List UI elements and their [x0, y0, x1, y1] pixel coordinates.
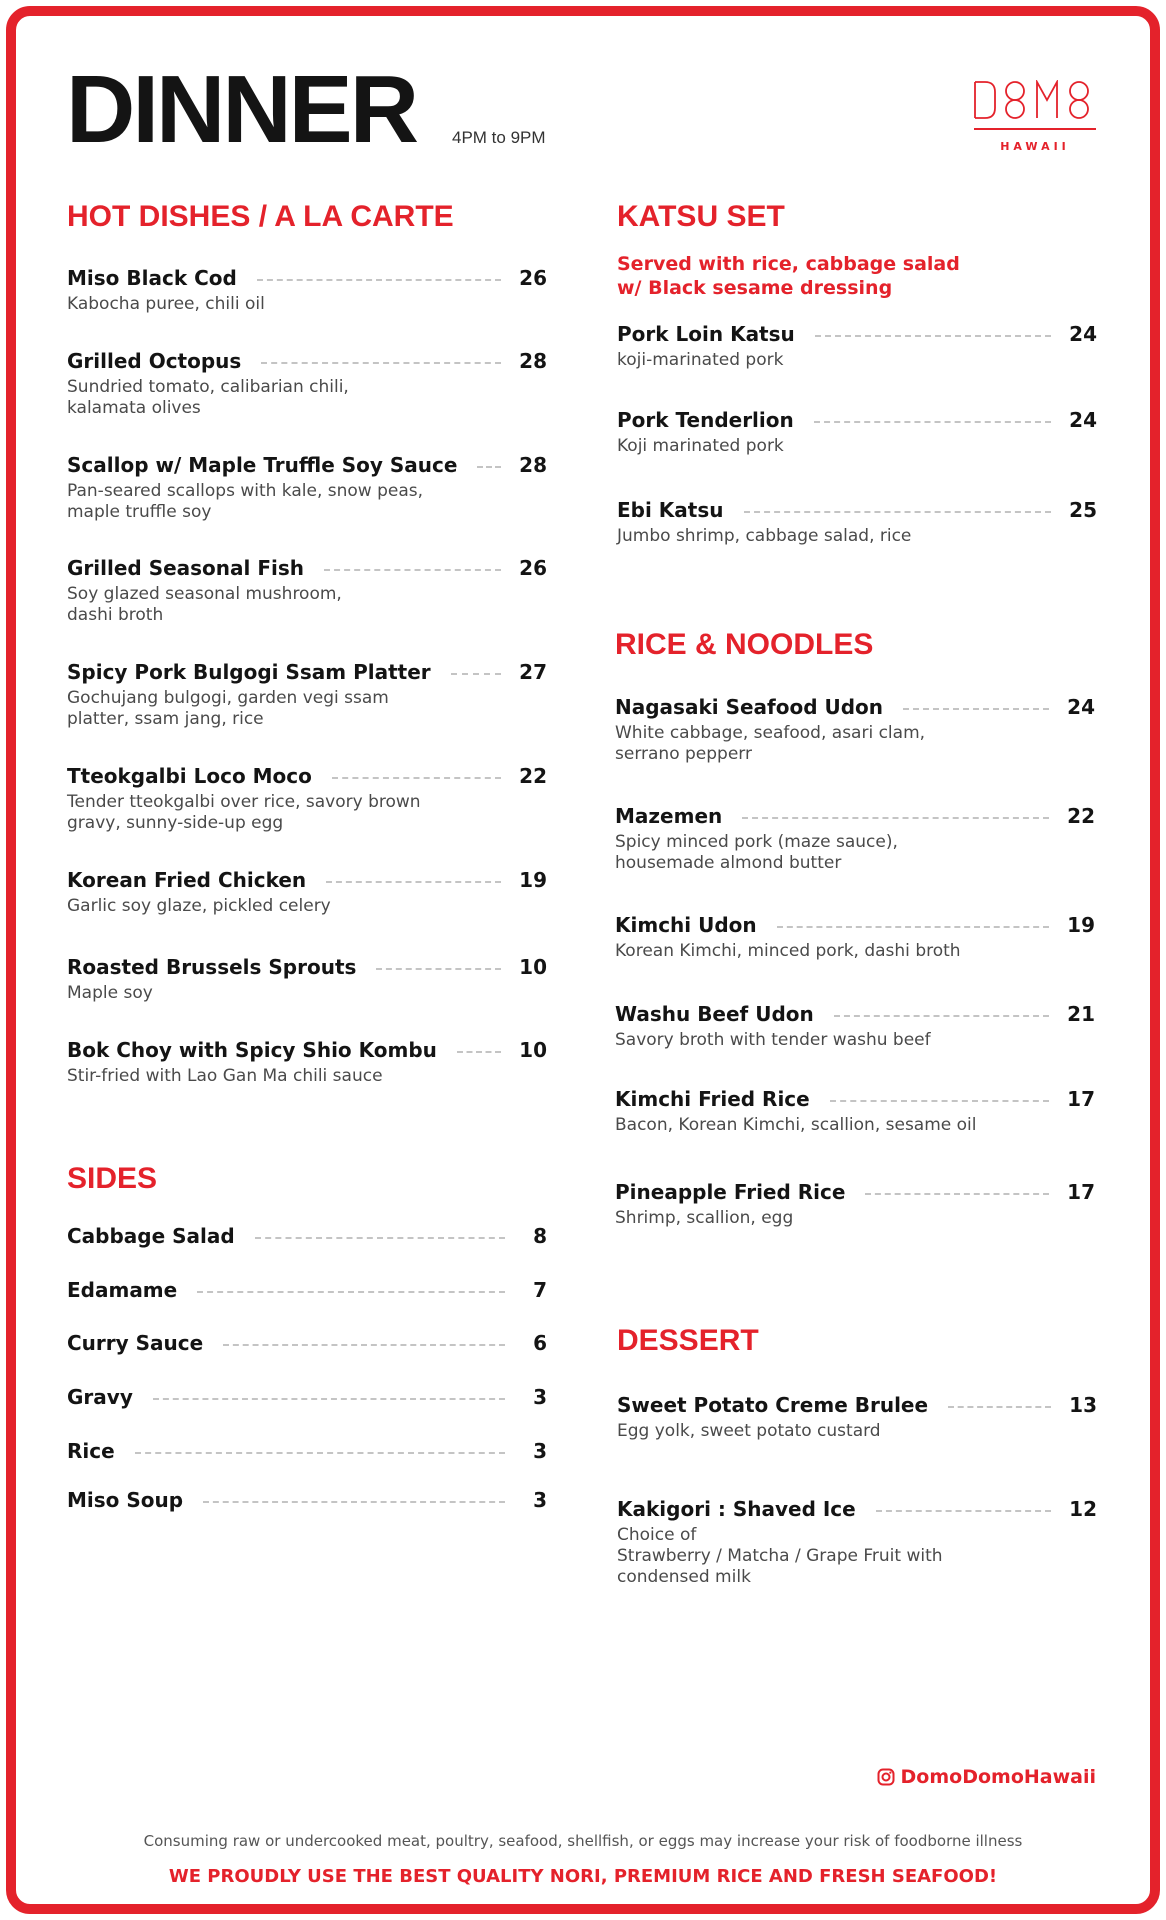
item-price: 25 — [1069, 498, 1097, 522]
section-title-rice-noodles: RICE & NOODLES — [615, 628, 874, 661]
item-price: 24 — [1067, 695, 1095, 719]
item-name: Rice — [67, 1439, 115, 1463]
item-price: 17 — [1067, 1180, 1095, 1204]
dot-leader — [742, 817, 1049, 819]
item-price: 6 — [533, 1331, 547, 1355]
item-name: Kakigori : Shaved Ice — [617, 1497, 856, 1521]
logo-mark — [971, 80, 1099, 120]
item-description: Jumbo shrimp, cabbage salad, rice — [617, 526, 912, 546]
item-description: Shrimp, scallion, egg — [615, 1208, 794, 1228]
menu-item — [67, 660, 547, 730]
item-description: Savory broth with tender washu beef — [615, 1030, 931, 1050]
side-item — [67, 1385, 547, 1409]
item-name: Sweet Potato Creme Brulee — [617, 1393, 929, 1417]
instagram-handle[interactable] — [877, 1766, 1096, 1788]
item-name: Grilled Seasonal Fish — [67, 556, 305, 580]
dot-leader — [324, 569, 501, 571]
item-price: 17 — [1067, 1087, 1095, 1111]
section-title-sides: SIDES — [67, 1162, 158, 1195]
item-description: koji-marinated pork — [617, 350, 784, 370]
item-price: 12 — [1069, 1497, 1097, 1521]
item-price: 3 — [533, 1488, 547, 1512]
item-price: 27 — [519, 660, 547, 684]
item-price: 13 — [1069, 1393, 1097, 1417]
menu-item — [67, 868, 547, 917]
page-title: DINNER — [66, 56, 417, 163]
item-price: 28 — [519, 349, 547, 373]
dot-leader — [903, 708, 1049, 710]
item-name: Curry Sauce — [67, 1331, 204, 1355]
menu-item — [615, 804, 1095, 874]
tagline: WE PROUDLY USE THE BEST QUALITY NORI, PREMIUM RICE AND FRESH SEAFOOD! — [168, 1866, 998, 1887]
menu-item — [615, 1002, 1095, 1051]
item-price: 24 — [1069, 408, 1097, 432]
dot-leader — [326, 881, 501, 883]
section-title-dessert: DESSERT — [617, 1324, 759, 1357]
menu-item — [67, 349, 547, 419]
side-item — [67, 1488, 547, 1512]
item-price: 10 — [519, 1038, 547, 1062]
item-price: 26 — [519, 556, 547, 580]
logo-subtitle: HAWAII — [1000, 140, 1070, 153]
item-description: Spicy minced pork (maze sauce), housemade almond butter — [615, 832, 898, 873]
dot-leader — [865, 1193, 1049, 1195]
item-price: 3 — [533, 1439, 547, 1463]
section-title-hot-dishes: HOT DISHES / A LA CARTE — [67, 200, 454, 233]
dot-leader — [197, 1291, 505, 1293]
item-name: Cabbage Salad — [67, 1224, 235, 1248]
dot-leader — [257, 279, 501, 281]
dot-leader — [834, 1015, 1049, 1017]
item-price: 21 — [1067, 1002, 1095, 1026]
menu-item — [617, 1393, 1097, 1442]
item-description: Gochujang bulgogi, garden vegi ssam platter, ssam jang, rice — [67, 688, 389, 729]
dot-leader — [376, 968, 501, 970]
menu-item — [67, 1038, 547, 1087]
menu-item — [67, 764, 547, 834]
item-description: Koji marinated pork — [617, 436, 784, 456]
dot-leader — [332, 777, 501, 779]
menu-item — [615, 1087, 1095, 1136]
item-description: White cabbage, seafood, asari clam, serrano pepperr — [615, 723, 926, 764]
item-description: Sundried tomato, calibarian chili, kalamata olives — [67, 377, 349, 418]
item-name: Bok Choy with Spicy Shio Kombu — [67, 1038, 437, 1062]
menu-item — [617, 1497, 1097, 1588]
dot-leader — [777, 926, 1050, 928]
item-description: Bacon, Korean Kimchi, scallion, sesame oil — [615, 1115, 977, 1135]
dot-leader — [223, 1344, 505, 1346]
item-price: 19 — [519, 868, 547, 892]
item-price: 26 — [519, 266, 547, 290]
dot-leader — [744, 511, 1052, 513]
item-name: Roasted Brussels Sprouts — [67, 955, 357, 979]
item-price: 19 — [1067, 913, 1095, 937]
item-name: Pork Loin Katsu — [617, 322, 795, 346]
item-name: Scallop w/ Maple Truffle Soy Sauce — [67, 453, 458, 477]
item-name: Kimchi Udon — [615, 913, 757, 937]
item-description: Garlic soy glaze, pickled celery — [67, 896, 331, 916]
menu-item — [67, 955, 547, 1004]
item-price: 8 — [533, 1224, 547, 1248]
item-price: 28 — [519, 453, 547, 477]
dot-leader — [135, 1452, 505, 1454]
dot-leader — [815, 335, 1051, 337]
dot-leader — [457, 1051, 501, 1053]
item-name: Pork Tenderlion — [617, 408, 794, 432]
item-description: Soy glazed seasonal mushroom, dashi broth — [67, 584, 342, 625]
dot-leader — [814, 421, 1051, 423]
item-name: Gravy — [67, 1385, 133, 1409]
menu-item — [617, 408, 1097, 457]
item-name: Grilled Octopus — [67, 349, 242, 373]
service-hours: 4PM to 9PM — [452, 128, 546, 147]
dot-leader — [203, 1501, 505, 1503]
item-name: Spicy Pork Bulgogi Ssam Platter — [67, 660, 431, 684]
side-item — [67, 1278, 547, 1302]
item-name: Nagasaki Seafood Udon — [615, 695, 884, 719]
item-name: Tteokgalbi Loco Moco — [67, 764, 312, 788]
item-name: Mazemen — [615, 804, 723, 828]
item-description: Tender tteokgalbi over rice, savory brown gravy, sunny-side-up egg — [67, 792, 421, 833]
dot-leader — [830, 1100, 1049, 1102]
katsu-note: Served with rice, cabbage salad w/ Black sesame dressing — [617, 253, 960, 299]
dot-leader — [876, 1510, 1051, 1512]
menu-item — [617, 498, 1097, 547]
food-safety-disclaimer: Consuming raw or undercooked meat, poultry, seafood, shellfish, or eggs may increase your risk of foodborne illness — [143, 1832, 1023, 1850]
item-description: Maple soy — [67, 983, 153, 1003]
item-description: Stir-fried with Lao Gan Ma chili sauce — [67, 1066, 383, 1086]
dot-leader — [261, 362, 501, 364]
menu-item — [617, 322, 1097, 371]
item-name: Kimchi Fried Rice — [615, 1087, 810, 1111]
dot-leader — [255, 1237, 505, 1239]
menu-item — [615, 1180, 1095, 1229]
restaurant-logo — [970, 80, 1100, 153]
item-name: Pineapple Fried Rice — [615, 1180, 846, 1204]
dot-leader — [948, 1406, 1051, 1408]
item-description: Choice of Strawberry / Matcha / Grape Fruit with condensed milk — [617, 1525, 943, 1587]
dot-leader — [451, 673, 502, 675]
logo-rule — [974, 128, 1096, 130]
item-name: Korean Fried Chicken — [67, 868, 307, 892]
menu-item — [615, 695, 1095, 765]
side-item — [67, 1224, 547, 1248]
section-title-katsu: KATSU SET — [617, 200, 785, 233]
item-price: 22 — [1067, 804, 1095, 828]
item-price: 3 — [533, 1385, 547, 1409]
menu-item — [67, 453, 547, 523]
instagram-icon — [877, 1768, 895, 1786]
side-item — [67, 1439, 547, 1463]
item-name: Ebi Katsu — [617, 498, 724, 522]
menu-item — [67, 556, 547, 626]
item-name: Miso Black Cod — [67, 266, 237, 290]
item-name: Washu Beef Udon — [615, 1002, 814, 1026]
item-name: Miso Soup — [67, 1488, 184, 1512]
item-price: 24 — [1069, 322, 1097, 346]
menu-item — [67, 266, 547, 315]
item-description: Korean Kimchi, minced pork, dashi broth — [615, 941, 961, 961]
item-description: Egg yolk, sweet potato custard — [617, 1421, 881, 1441]
dot-leader — [153, 1398, 505, 1400]
item-description: Kabocha puree, chili oil — [67, 294, 265, 314]
item-price: 7 — [533, 1278, 547, 1302]
item-price: 10 — [519, 955, 547, 979]
dot-leader — [477, 466, 501, 468]
side-item — [67, 1331, 547, 1355]
menu-item — [615, 913, 1095, 962]
item-description: Pan-seared scallops with kale, snow peas, maple truffle soy — [67, 481, 424, 522]
item-name: Edamame — [67, 1278, 178, 1302]
instagram-handle-text: DomoDomoHawaii — [900, 1766, 1096, 1788]
item-price: 22 — [519, 764, 547, 788]
